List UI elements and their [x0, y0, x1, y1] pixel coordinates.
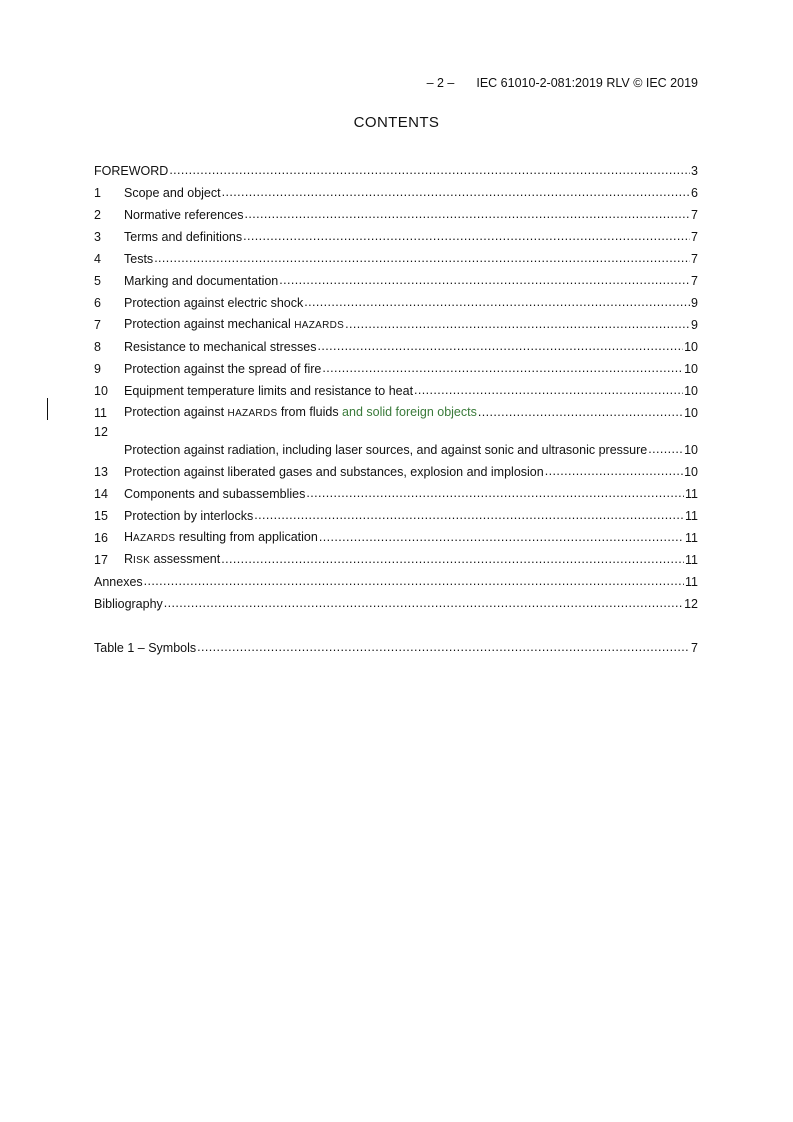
- toc-entry-10[interactable]: [94, 377, 698, 399]
- toc-leader: [245, 208, 691, 220]
- toc-leader: [169, 164, 690, 176]
- toc-leader: [545, 465, 683, 477]
- page-title: CONTENTS: [353, 114, 440, 131]
- toc-entry-9[interactable]: [94, 355, 698, 377]
- toc-entry-15[interactable]: [94, 502, 698, 524]
- toc-label: [124, 317, 344, 333]
- toc-leader: [254, 509, 684, 521]
- toc-entry-annexes[interactable]: [94, 568, 698, 590]
- toc-entry-13[interactable]: [94, 458, 698, 480]
- toc-label: Scope and object: [124, 186, 221, 200]
- toc-number: 7: [94, 318, 101, 332]
- toc-label: Terms and definitions: [124, 230, 243, 244]
- toc-leader: [345, 318, 690, 330]
- toc-number: 17: [94, 553, 108, 567]
- change-bar: [47, 398, 48, 420]
- toc-leader: [414, 384, 683, 396]
- toc-label: Tests: [124, 252, 154, 266]
- toc-page: 3: [691, 164, 698, 178]
- toc-page: 7: [691, 641, 698, 655]
- toc-entry-5[interactable]: [94, 267, 698, 289]
- toc-page: 10: [684, 465, 698, 479]
- toc-entry-7[interactable]: [94, 311, 698, 333]
- toc-label: FOREWORD: [94, 164, 169, 178]
- toc-leader: [322, 362, 683, 374]
- toc-number: 2: [94, 208, 101, 222]
- toc-label: Protection against radiation, including laser sources, and against sonic and ultrasonic pressure: [124, 443, 648, 457]
- toc-number: 14: [94, 487, 108, 501]
- toc-label: Components and subassemblies: [124, 487, 306, 501]
- table-of-contents: [94, 157, 698, 656]
- toc-number: 15: [94, 509, 108, 523]
- toc-number: 1: [94, 186, 101, 200]
- toc-leader: [648, 443, 683, 455]
- toc-leader: [319, 531, 684, 543]
- toc-page: 11: [685, 487, 698, 501]
- toc-page: 10: [684, 443, 698, 457]
- toc-label: [124, 530, 318, 546]
- toc-leader: [164, 597, 683, 609]
- toc-page: 10: [684, 362, 698, 376]
- toc-label-text: Protection against mechanical: [124, 317, 295, 331]
- toc-page: 9: [691, 318, 698, 332]
- toc-label: Normative references: [124, 208, 244, 222]
- toc-page: 12: [684, 597, 698, 611]
- toc-label-text: resulting from application: [175, 530, 318, 544]
- toc-entry-foreword[interactable]: [94, 157, 698, 179]
- toc-leader: [154, 252, 690, 264]
- toc-label: Resistance to mechanical stresses: [124, 340, 317, 354]
- toc-leader: [317, 340, 683, 352]
- toc-page: 7: [691, 208, 698, 222]
- inserted-text: and solid foreign objects: [342, 405, 477, 419]
- toc-number: 13: [94, 465, 108, 479]
- spacer: [94, 612, 698, 634]
- toc-page: 7: [691, 230, 698, 244]
- toc-page: 11: [685, 531, 698, 545]
- toc-number: 12: [94, 425, 108, 439]
- toc-entry-12[interactable]: [94, 421, 698, 458]
- page-number: – 2 –: [426, 76, 455, 90]
- toc-leader: [279, 274, 690, 286]
- defined-term: AZARDS: [133, 533, 176, 544]
- toc-page: 9: [691, 296, 698, 310]
- toc-label: [124, 405, 477, 421]
- defined-term: ISK: [133, 555, 151, 566]
- toc-entry-6[interactable]: [94, 289, 698, 311]
- toc-page: 11: [685, 575, 698, 589]
- toc-entry-bibliography[interactable]: [94, 590, 698, 612]
- page-header: [427, 76, 698, 90]
- toc-leader: [478, 406, 683, 418]
- toc-number: 4: [94, 252, 101, 266]
- toc-entry-11[interactable]: [94, 399, 698, 421]
- toc-number: 11: [94, 406, 107, 420]
- document-id: IEC 61010-2-081:2019 RLV © IEC 2019: [476, 76, 698, 90]
- toc-entry-2[interactable]: [94, 201, 698, 223]
- toc-entry-14[interactable]: [94, 480, 698, 502]
- toc-label: Equipment temperature limits and resistance to heat: [124, 384, 414, 398]
- toc-label-text: from fluids: [277, 405, 343, 419]
- toc-page: 10: [684, 384, 698, 398]
- toc-number: 6: [94, 296, 101, 310]
- toc-label: Protection by interlocks: [124, 509, 254, 523]
- defined-term: HAZARDS: [294, 320, 345, 331]
- toc-leader: [221, 553, 684, 565]
- toc-entry-table-1[interactable]: [94, 634, 698, 656]
- toc-entry-16[interactable]: [94, 524, 698, 546]
- toc-number: 8: [94, 340, 101, 354]
- toc-label-text: assessment: [150, 552, 221, 566]
- toc-label: Annexes: [94, 575, 143, 589]
- toc-label-text: Protection against: [124, 405, 228, 419]
- toc-entry-17[interactable]: [94, 546, 698, 568]
- toc-number: 10: [94, 384, 108, 398]
- toc-label: Protection against liberated gases and substances, explosion and implosion: [124, 465, 544, 479]
- toc-leader: [243, 230, 690, 242]
- toc-number: 9: [94, 362, 101, 376]
- toc-label: Table 1 – Symbols: [94, 641, 197, 655]
- toc-number: 3: [94, 230, 101, 244]
- toc-label: Protection against the spread of fire: [124, 362, 322, 376]
- toc-page: 10: [684, 406, 698, 420]
- toc-page: 11: [685, 553, 698, 567]
- toc-label-text: H: [124, 530, 134, 544]
- toc-leader: [306, 487, 684, 499]
- toc-label-text: R: [124, 552, 134, 566]
- toc-label: Bibliography: [94, 597, 163, 611]
- toc-label: Marking and documentation: [124, 274, 279, 288]
- toc-entry-3[interactable]: [94, 223, 698, 245]
- defined-term: HAZARDS: [227, 408, 278, 419]
- toc-entry-1[interactable]: [94, 179, 698, 201]
- toc-leader: [197, 641, 690, 653]
- toc-leader: [222, 186, 690, 198]
- toc-page: 7: [691, 252, 698, 266]
- toc-label: [124, 552, 220, 568]
- toc-number: 5: [94, 274, 101, 288]
- toc-leader: [304, 296, 690, 308]
- toc-page: 7: [691, 274, 698, 288]
- toc-page: 6: [691, 186, 698, 200]
- toc-page: 11: [685, 509, 698, 523]
- toc-label: Protection against electric shock: [124, 296, 304, 310]
- toc-entry-4[interactable]: [94, 245, 698, 267]
- toc-page: 10: [684, 340, 698, 354]
- toc-number: 16: [94, 531, 108, 545]
- toc-entry-8[interactable]: [94, 333, 698, 355]
- toc-leader: [144, 575, 684, 587]
